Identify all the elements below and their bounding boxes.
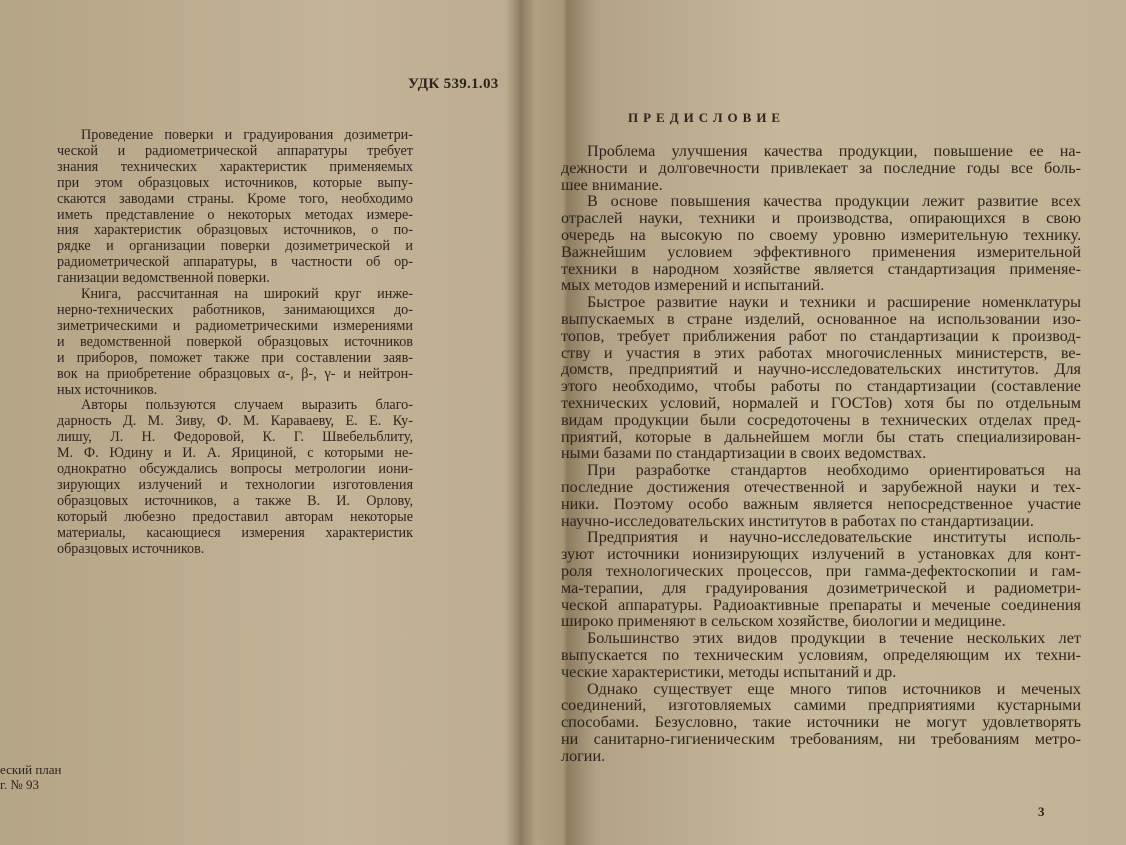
text-line: домств, предприятий и научно-исследовательских институтов. Для [561, 361, 1081, 379]
text-line: логии. [561, 747, 606, 765]
text-line: роля технологических процессов, при гамма-дефектоскопии и гам- [561, 562, 1081, 580]
text-line: видам продукции были сосредоточены в технических отделах пред- [561, 411, 1081, 429]
imprint-line: еский план [0, 762, 62, 777]
text-line: ными базами по стандартизации в своих ведомствах. [561, 445, 927, 463]
text-line: последние достижения отечественной и зарубежной науки и тех- [561, 478, 1081, 496]
text-line: техники в народном хозяйстве является стандартизация применяе- [561, 260, 1081, 278]
text-line: материалы, касающиеся измерения характеристик [57, 525, 413, 541]
text-line: Важнейшим условием эффективного применения измерительной [561, 243, 1081, 261]
imprint-line: г. № 93 [0, 777, 40, 792]
text-line: отраслей науки, техники и производства, опирающихся в свою [561, 210, 1081, 227]
imprint-note [0, 762, 62, 792]
text-line: этого необходимо, чтобы работы по стандартизации (составление [561, 378, 1081, 395]
text-line: выпускаемых в стране изделий, основанное на использовании изо- [561, 310, 1081, 328]
text-line: образцовых источников. [57, 541, 205, 557]
text-line: лишу, Л. Н. Федоровой, К. Г. Швебельблиту, [57, 430, 413, 446]
text-line: Большинство этих видов продукции в течение нескольких лет [587, 630, 1081, 647]
text-line: широко применяют в сельском хозяйстве, биологии и медицине. [561, 613, 1006, 631]
text-line: ганизации ведомственной поверки. [57, 271, 270, 287]
text-line: радиометрической аппаратуры, в частности об ор- [57, 255, 413, 271]
text-line: ники. Поэтому особо важным является непосредственное участие [561, 495, 1081, 513]
text-line: ству и участия в этих работах многочисленных министерств, ве- [561, 344, 1081, 362]
text-line: и ведомственной поверкой образцовых источников [57, 334, 413, 350]
text-line: Авторы пользуются случаем выразить благо- [81, 398, 413, 414]
text-line: Книга, рассчитанная на широкий круг инже- [81, 287, 413, 303]
text-line: М. Ф. Юдину и И. А. Ярициной, с которыми не- [57, 446, 413, 462]
text-line: однократно обсуждались вопросы метрологии иони- [57, 462, 413, 478]
text-line: ных источников. [57, 382, 158, 398]
text-line: нерно-технических работников, занимающихся до- [57, 302, 413, 318]
right-page-text [561, 143, 1081, 764]
text-line: который любезно предоставил авторам некоторые [57, 509, 413, 525]
text-line: приятий, которые в дальнейшем могли бы стать специализирован- [561, 428, 1081, 446]
text-line: очередь на высокую по своему уровню измерительную технику. [561, 226, 1081, 244]
text-line: дарность Д. М. Зиву, Ф. М. Караваеву, Е. Е. Ку- [57, 414, 413, 430]
text-line: вок на приобретение образцовых α-, β-, γ- и нейтрон- [57, 366, 413, 382]
section-heading: ПРЕДИСЛОВИЕ [628, 110, 786, 125]
text-line: мых методов измерений и испытаний. [561, 277, 825, 295]
text-line: Проблема улучшения качества продукции, повышение ее на- [587, 143, 1081, 160]
text-line: научно-исследовательских институтов в работах по стандартизации. [561, 512, 1034, 530]
text-line: ния характеристик образцовых источников, о по- [57, 223, 413, 239]
text-line: При разработке стандартов необходимо ориентироваться на [587, 462, 1081, 479]
text-line: Быстрое развитие науки и техники и расширение номенклатуры [587, 294, 1081, 311]
text-line: при этом образцовых источников, которые выпу- [57, 175, 413, 191]
text-line: ческие характеристики, методы испытаний и др. [561, 663, 897, 681]
text-line: скаются заводами страны. Кроме того, необходимо [57, 191, 413, 207]
text-line: дежности и долговечности привлекает за последние годы все боль- [561, 159, 1081, 177]
text-line: Предприятия и научно-исследовательские институты исполь- [587, 529, 1081, 547]
text-line: образцовых источников, а также В. И. Орлову, [57, 493, 413, 509]
left-page [0, 0, 520, 845]
text-line: зирующих излучений и технологии изготовления [57, 477, 413, 493]
text-line: выпускается по техническим условиям, определяющим их техни- [561, 646, 1081, 664]
text-line: технических условий, нормалей и ГОСТов) хотя бы по отдельным [561, 394, 1081, 412]
text-line: шее внимание. [561, 176, 663, 194]
text-line: и приборов, поможет также при составлении заяв- [57, 350, 413, 366]
text-line: топов, требует приближения работ по стандартизации к производ- [561, 327, 1081, 345]
text-line: рядке и организации поверки дозиметрической и [57, 239, 413, 255]
text-line: иметь представление о некоторых методах измере- [57, 207, 413, 223]
udk-code: УДК 539.1.03 [408, 76, 499, 92]
text-line: В основе повышения качества продукции лежит развитие всех [587, 193, 1081, 211]
text-line: зиметрическими и радиометрическими измерениями [57, 318, 413, 334]
text-line: Проведение поверки и градуирования дозиметри- [81, 128, 413, 143]
left-page-text [57, 128, 413, 557]
text-line: ма-терапии, для градуирования дозиметрической и радиометри- [561, 579, 1081, 597]
page-number: 3 [1038, 804, 1045, 819]
text-line: ческой и радиометрической аппаратуры требует [57, 143, 413, 159]
text-line: ческой аппаратуры. Радиоактивные препараты и меченые соединения [561, 596, 1081, 614]
right-page [521, 0, 1126, 845]
text-line: соединений, изготовляемых самими предприятиями кустарными [561, 697, 1081, 715]
text-line: зуют источники ионизирующих излучений в установках для конт- [561, 546, 1081, 563]
text-line: ни санитарно-гигиеническим требованиям, ни требованиям метро- [561, 730, 1081, 748]
text-line: способами. Безусловно, такие источники не могут удовлетворять [561, 714, 1081, 731]
text-line: знания технических характеристик применяемых [57, 159, 413, 175]
text-line: Однако существует еще много типов источников и меченых [587, 680, 1081, 698]
